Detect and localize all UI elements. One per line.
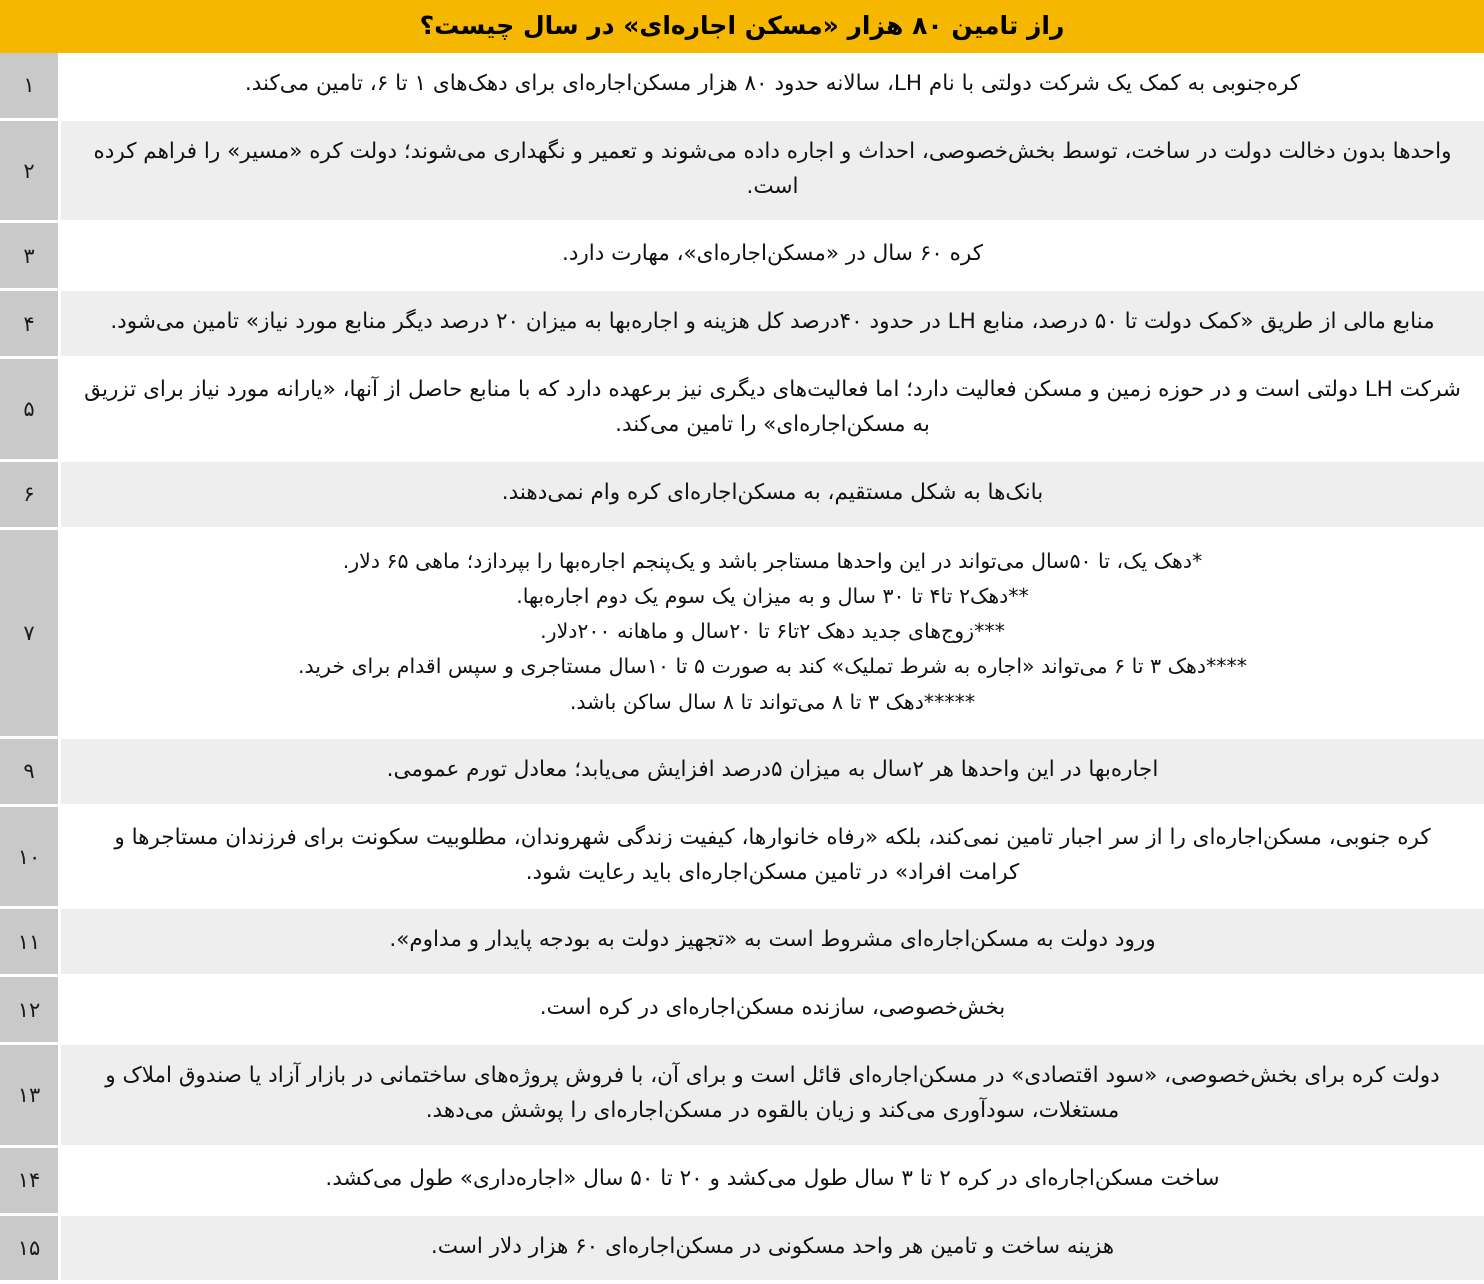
fact-text: بانک‌ها به شکل مستقیم، به مسکن‌اجاره‌ای کره وام نمی‌دهند. (60, 460, 1484, 528)
table-row (0, 290, 1484, 358)
fact-text: بخش‌خصوصی، سازنده مسکن‌اجاره‌ای در کره است. (60, 976, 1484, 1044)
row-number: ۶ (0, 460, 60, 528)
table-row (0, 53, 1484, 119)
row-number: ۲ (0, 119, 60, 222)
row-number: ۷ (0, 528, 60, 737)
row-number: ۳ (0, 222, 60, 290)
fact-sub-lines (83, 544, 1462, 720)
table-row (0, 805, 1484, 908)
table-row (0, 460, 1484, 528)
table-row (0, 1044, 1484, 1147)
fact-text: دولت کره برای بخش‌خصوصی، «سود اقتصادی» در مسکن‌اجاره‌ای قائل است و برای آن، با فروش پروژه‌های ساختمانی در بازار آزاد یا صندوق املاک و مستغلات، سودآوری می‌کند و زیان بالقوه در مسکن‌اجاره‌ای را پوشش می‌دهد. (60, 1044, 1484, 1147)
page-title: راز تامین ۸۰ هزار «مسکن اجاره‌ای» در سال چیست؟ (0, 0, 1484, 53)
fact-text: منابع مالی از طریق «کمک دولت تا ۵۰ درصد، منابع LH در حدود ۴۰درصد کل هزینه و اجاره‌بها به میزان ۲۰ درصد دیگر منابع مورد نیاز» تامین می‌شود. (60, 290, 1484, 358)
fact-sub-line: ***زوج‌های جدید دهک ۲تا۶ تا ۲۰سال و ماهانه ۲۰۰دلار. (540, 619, 1005, 644)
fact-text: ساخت مسکن‌اجاره‌ای در کره ۲ تا ۳ سال طول می‌کشد و ۲۰ تا ۵۰ سال «اجاره‌داری» طول می‌کشد. (60, 1146, 1484, 1214)
row-number: ۵ (0, 358, 60, 461)
fact-sub-line: *****دهک ۳ تا ۸ می‌تواند تا ۸ سال ساکن باشد. (569, 689, 976, 714)
fact-text: واحدها بدون دخالت دولت در ساخت، توسط بخش‌خصوصی، احداث و اجاره داده می‌شوند و تعمیر و نگهداری می‌شوند؛ دولت کره «مسیر» را فراهم کرده است. (60, 119, 1484, 222)
table-row (0, 358, 1484, 461)
row-number: ۱۱ (0, 908, 60, 976)
row-number: ۱۰ (0, 805, 60, 908)
table-row (0, 119, 1484, 222)
table-row (0, 1214, 1484, 1282)
fact-text: کره ۶۰ سال در «مسکن‌اجاره‌ای»، مهارت دارد. (60, 222, 1484, 290)
fact-sub-line: ****دهک ۳ تا ۶ می‌تواند «اجاره به شرط تملیک» کند به صورت ۵ تا ۱۰سال مستاجری و سپس اقدام برای خرید. (298, 654, 1247, 679)
row-number: ۱۵ (0, 1214, 60, 1282)
row-number: ۹ (0, 737, 60, 805)
facts-table (0, 53, 1484, 1283)
table-row (0, 737, 1484, 805)
fact-text: شرکت LH دولتی است و در حوزه زمین و مسکن فعالیت دارد؛ اما فعالیت‌های دیگری نیز برعهده دارد که با منابع حاصل از آنها، «یارانه مورد نیاز برای تزریق به مسکن‌اجاره‌ای» را تامین می‌کند. (60, 358, 1484, 461)
table-row (0, 976, 1484, 1044)
table-row (0, 908, 1484, 976)
fact-text: کره جنوبی، مسکن‌اجاره‌ای را از سر اجبار تامین نمی‌کند، بلکه «رفاه خانوارها، کیفیت زندگی شهروندان، مطلوبیت سکونت برای فرزندان مستاجرها و کرامت افراد» در تامین مسکن‌اجاره‌ای باید رعایت شود. (60, 805, 1484, 908)
table-row (0, 528, 1484, 737)
row-number: ۴ (0, 290, 60, 358)
table-row (0, 222, 1484, 290)
row-number: ۱۳ (0, 1044, 60, 1147)
fact-sub-line: **دهک۲ تا۴ تا ۳۰ سال و به میزان یک سوم یک دوم اجاره‌بها. (516, 583, 1029, 608)
fact-text: کره‌جنوبی به کمک یک شرکت دولتی با نام LH، سالانه حدود ۸۰ هزار مسکن‌اجاره‌ای برای دهک‌های ۱ تا ۶، تامین می‌کند. (60, 53, 1484, 119)
fact-sub-line: *دهک یک، تا ۵۰سال می‌تواند در این واحدها مستاجر باشد و یک‌پنجم اجاره‌بها را بپردازد؛ ماهی ۶۵ دلار. (342, 548, 1203, 573)
row-number: ۱ (0, 53, 60, 119)
fact-text: هزینه ساخت و تامین هر واحد مسکونی در مسکن‌اجاره‌ای ۶۰ هزار دلار است. (60, 1214, 1484, 1282)
fact-text-group (60, 528, 1484, 737)
fact-text: ورود دولت به مسکن‌اجاره‌ای مشروط است به «تجهیز دولت به بودجه پایدار و مداوم». (60, 908, 1484, 976)
row-number: ۱۴ (0, 1146, 60, 1214)
fact-text: اجاره‌بها در این واحدها هر ۲سال به میزان ۵درصد افزایش می‌یابد؛ معادل تورم عمومی. (60, 737, 1484, 805)
row-number: ۱۲ (0, 976, 60, 1044)
table-row (0, 1146, 1484, 1214)
